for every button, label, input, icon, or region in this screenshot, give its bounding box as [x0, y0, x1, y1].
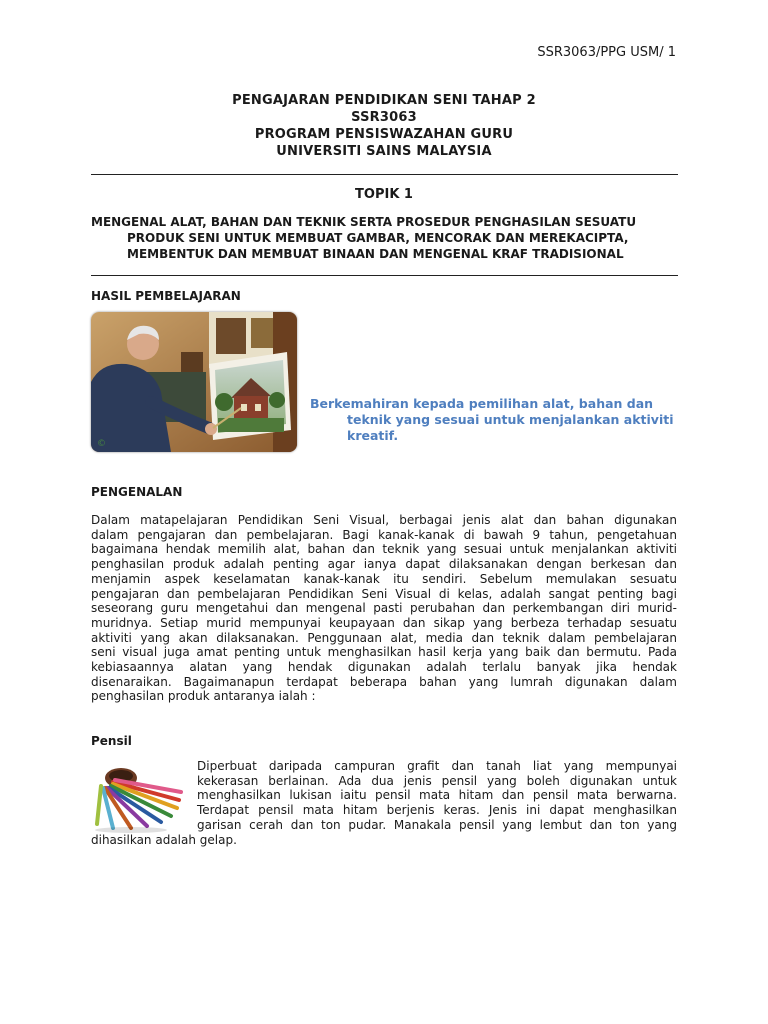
paragraph-line: kebiasaannya alatan yang hendak digunakan adalah terlalu banyak jika hendak	[91, 660, 677, 675]
title-line-course: PENGAJARAN PENDIDIKAN SENI TAHAP 2	[232, 93, 536, 108]
paragraph-line: garisan cerah dan ton pudar. Manakala pensil yang lembut dan ton yang	[197, 817, 677, 832]
paragraph-line: Diperbuat daripada campuran grafit dan tanah liat yang mempunyai	[197, 759, 677, 773]
canvas-painting	[209, 352, 291, 440]
introduction-paragraph	[91, 513, 677, 704]
paragraph-line: pengajaran dan pembelajaran Pendidikan Seni Visual di kelas, adalah sangat penting bagi	[91, 586, 677, 601]
outcome-line: kreatif.	[347, 428, 399, 443]
learning-outcome-text	[310, 396, 685, 444]
paragraph-line: dihasilkan adalah gelap.	[91, 832, 237, 847]
paragraph-line: bagaimana hendak memilih alat, bahan dan teknik yang sesuai untuk menjalankan aktiviti	[91, 542, 677, 557]
document-title-block	[0, 92, 768, 160]
paragraph-line: menjamin aspek keselamatan kanak-kanak itu sendiri. Sebelum memulakan sesuatu	[91, 571, 677, 586]
painter-photo	[91, 312, 297, 452]
divider-top	[91, 174, 678, 175]
divider-bottom	[91, 275, 678, 276]
paragraph-line: menghasilkan lukisan iaitu pensil mata hitam dan pensil mata berwarna.	[197, 788, 677, 803]
paragraph-line: Terdapat pensil mata hitam berjenis keras. Jenis ini dapat menghasilkan	[197, 803, 677, 818]
paragraph-line: penghasilan produk antaranya ialah :	[91, 689, 316, 704]
paragraph-line: seseorang guru mengetahui dan mengenal pasti perubahan dan perkembangan diri murid-	[91, 601, 677, 616]
title-line-university: UNIVERSITI SAINS MALAYSIA	[276, 144, 492, 159]
paragraph-line: penghasilan produk adalah penting agar ianya dapat dilaksanakan dengan berkesan dan	[91, 557, 677, 572]
introduction-heading: PENGENALAN	[91, 485, 183, 499]
paragraph-line: kekerasan berlainan. Ada dua jenis pensil yang boleh digunakan untuk	[197, 773, 677, 788]
pencil-heading: Pensil	[91, 734, 132, 748]
painter-illustration	[91, 312, 297, 452]
pencil-description	[91, 759, 677, 847]
topic-label: TOPIK 1	[355, 187, 413, 202]
title-line-program: PROGRAM PENSISWAZAHAN GURU	[254, 127, 514, 142]
paragraph-line: aktiviti yang akan dilaksanakan. Penggunaan alat, media dan teknik dalam pembelajaran	[91, 630, 677, 645]
paragraph-line: disenaraikan. Bagaimanapun terdapat beberapa bahan yang lumrah digunakan dalam	[91, 674, 677, 689]
page-reference: SSR3063/PPG USM/ 1	[537, 45, 676, 60]
paragraph-line: dalam pengajaran dan pembelajaran. Bagi kanak-kanak di bawah 9 tahun, pengetahuan	[91, 527, 677, 542]
topic-heading-line: MENGENAL ALAT, BAHAN DAN TEKNIK SERTA PROSEDUR PENGHASILAN SESUATU	[91, 215, 637, 229]
paragraph-line: seni visual juga amat penting untuk menghasilkan hasil kerja yang baik dan bermutu. Pada	[91, 645, 677, 660]
paragraph-line: Dalam matapelajaran Pendidikan Seni Visual, berbagai jenis alat dan bahan digunakan	[91, 513, 677, 527]
outcome-line: teknik yang sesuai untuk menjalankan aktiviti	[347, 412, 674, 427]
topic-heading	[91, 214, 681, 262]
paragraph-line: muridnya. Setiap murid mempunyai keupayaan dan sikap yang berbeza terhadap sesuatu	[91, 615, 677, 630]
learning-outcome-heading: HASIL PEMBELAJARAN	[91, 289, 241, 303]
outcome-line: Berkemahiran kepada pemilihan alat, bahan dan	[310, 396, 654, 411]
topic-heading-line: PRODUK SENI UNTUK MEMBUAT GAMBAR, MENCORAK DAN MEREKACIPTA,	[127, 231, 629, 245]
title-line-code: SSR3063	[351, 110, 417, 125]
topic-heading-line: MEMBENTUK DAN MEMBUAT BINAAN DAN MENGENAL KRAF TRADISIONAL	[127, 247, 624, 261]
svg-text:©: ©	[97, 439, 106, 449]
